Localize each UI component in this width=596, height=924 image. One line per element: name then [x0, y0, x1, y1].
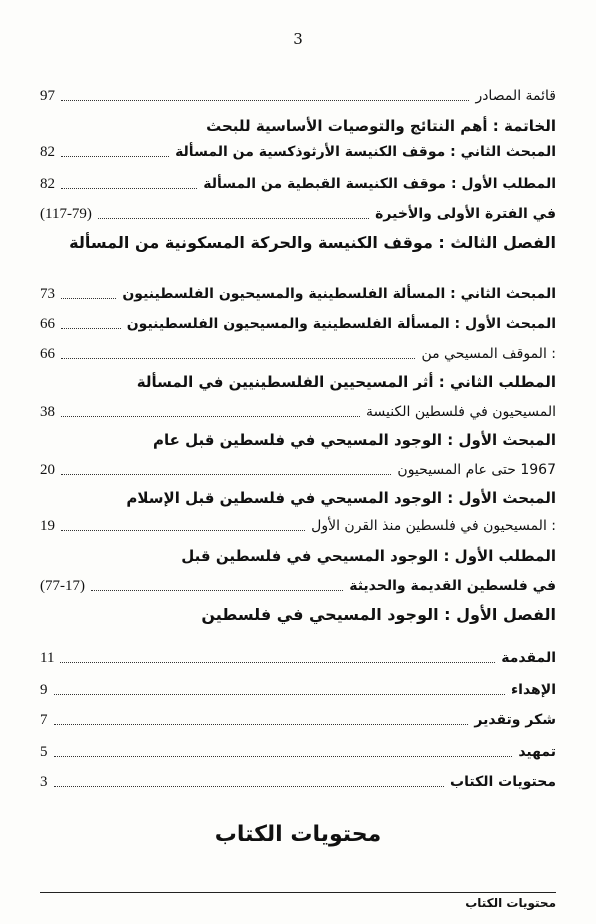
dot-leader — [91, 590, 343, 591]
dot-leader — [54, 786, 445, 787]
table-of-contents — [40, 0, 556, 924]
toc-page-ref: 20 — [40, 461, 55, 478]
dot-leader — [61, 156, 169, 157]
dot-leader — [54, 694, 506, 695]
toc-page-ref: 11 — [40, 649, 55, 666]
toc-entry-title: : المسيحيون في فلسطين منذ القرن الأول — [311, 518, 556, 534]
running-footer: محتويات الكتاب — [465, 896, 556, 910]
dot-leader — [61, 188, 197, 189]
toc-entry-title: 1967 حتى عام المسيحيون — [397, 462, 556, 478]
toc-page-ref: 82 — [40, 175, 55, 192]
toc-chapter-heading[interactable]: الفصل الثالث : موقف الكنيسة والحركة المسكونية من المسألة — [69, 232, 556, 252]
toc-entry-title[interactable]: المبحث الأول : الوجود المسيحي في فلسطين قبل الإسلام — [126, 489, 556, 507]
dot-leader — [61, 416, 360, 417]
toc-entry-title: محتويات الكتاب — [450, 774, 556, 790]
toc-entry-title[interactable]: المطلب الأول : الوجود المسيحي في فلسطين قبل — [181, 547, 556, 565]
toc-entry-title: شكر وتقدير — [474, 712, 556, 728]
toc-entry[interactable] — [40, 458, 556, 482]
toc-entry[interactable] — [40, 574, 556, 598]
dot-leader — [54, 724, 469, 725]
toc-page-ref: 5 — [40, 743, 48, 760]
toc-entry-title: في الفترة الأولى والأخيرة — [375, 206, 556, 222]
page-number: 3 — [293, 30, 303, 48]
toc-page-ref: 9 — [40, 681, 48, 698]
dot-leader — [61, 358, 415, 359]
toc-chapter-heading[interactable]: الفصل الأول : الوجود المسيحي في فلسطين — [201, 604, 556, 624]
toc-entry-title[interactable]: المبحث الأول : الوجود المسيحي في فلسطين قبل عام — [152, 431, 556, 449]
toc-page-ref: 7 — [40, 711, 48, 728]
toc-page-ref: 97 — [40, 87, 55, 104]
toc-entry-title: في فلسطين القديمة والحديثة — [349, 578, 556, 594]
toc-page-ref: (117-79) — [40, 205, 92, 222]
dot-leader — [61, 100, 469, 101]
page-heading: محتويات الكتاب — [214, 822, 382, 847]
toc-page-ref: 19 — [40, 517, 55, 534]
toc-entry[interactable] — [40, 282, 556, 306]
toc-page-ref: (77-17) — [40, 577, 85, 594]
dot-leader — [60, 662, 495, 663]
toc-entry[interactable] — [40, 312, 556, 336]
toc-entry-title: قائمة المصادر — [475, 88, 556, 104]
toc-entry[interactable] — [40, 202, 556, 226]
footer-divider — [40, 892, 556, 893]
toc-entry[interactable] — [40, 646, 556, 670]
toc-entry-title: المسيحيون في فلسطين الكنيسة — [366, 404, 556, 420]
dot-leader — [61, 298, 116, 299]
toc-entry-title: تمهيد — [518, 744, 556, 760]
toc-page-ref: 38 — [40, 403, 55, 420]
toc-entry[interactable] — [40, 708, 556, 732]
toc-page-ref: 66 — [40, 345, 55, 362]
toc-page-ref: 3 — [40, 773, 48, 790]
toc-entry[interactable] — [40, 140, 556, 164]
toc-entry[interactable] — [40, 770, 556, 794]
dot-leader — [98, 218, 369, 219]
toc-entry[interactable] — [40, 342, 556, 366]
toc-page-ref: 66 — [40, 315, 55, 332]
toc-entry-title: الإهداء — [511, 682, 556, 698]
toc-entry-title: : الموقف المسيحي من — [421, 346, 556, 362]
toc-entry-title[interactable]: الخاتمة : أهم النتائج والتوصيات الأساسية للبحث — [206, 117, 556, 135]
toc-entry-title[interactable]: المطلب الثاني : أثر المسيحيين الفلسطينيين في المسألة — [136, 373, 556, 391]
toc-page-ref: 73 — [40, 285, 55, 302]
toc-entry[interactable] — [40, 400, 556, 424]
dot-leader — [61, 474, 391, 475]
toc-entry[interactable] — [40, 84, 556, 108]
dot-leader — [61, 530, 305, 531]
toc-entry-title: المبحث الثاني : المسألة الفلسطينية والمسيحيون الفلسطينيون — [122, 286, 556, 302]
toc-entry[interactable] — [40, 740, 556, 764]
toc-entry-title: المبحث الثاني : موقف الكنيسة الأرثوذكسية من المسألة — [175, 144, 556, 160]
dot-leader — [54, 756, 513, 757]
toc-entry-title: المبحث الأول : المسألة الفلسطينية والمسيحيون الفلسطينيون — [126, 316, 556, 332]
toc-entry[interactable] — [40, 172, 556, 196]
toc-page-ref: 82 — [40, 143, 55, 160]
toc-entry-title: المطلب الأول : موقف الكنيسة القبطية من المسألة — [203, 176, 556, 192]
toc-entry[interactable] — [40, 678, 556, 702]
dot-leader — [61, 328, 121, 329]
toc-entry[interactable] — [40, 514, 556, 538]
toc-entry-title: المقدمة — [501, 650, 556, 666]
